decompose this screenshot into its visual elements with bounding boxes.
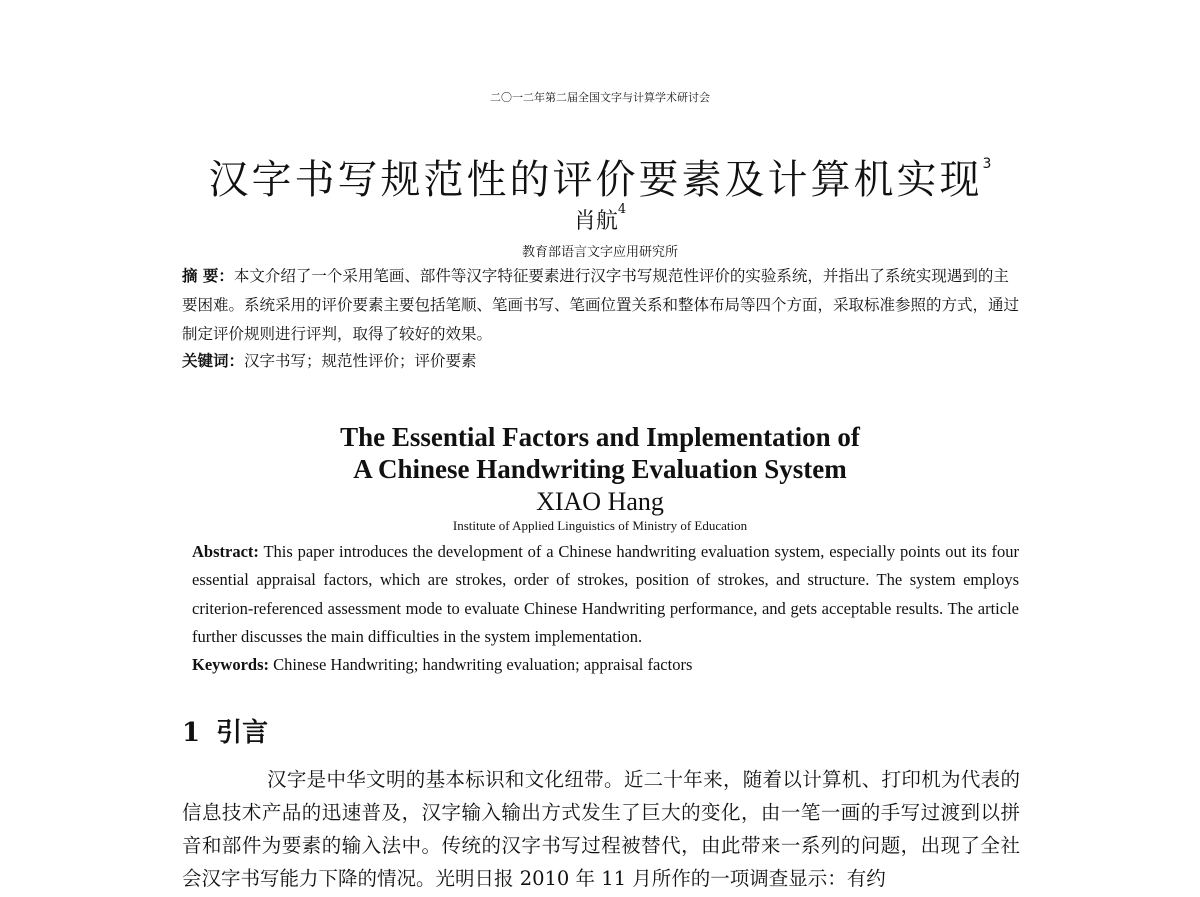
author-footnote-mark: 4 <box>617 202 627 217</box>
english-author: XIAO Hang <box>536 487 664 516</box>
chinese-abstract <box>182 262 1022 349</box>
english-title-line2: A Chinese Handwriting Evaluation System <box>353 454 847 484</box>
chinese-abstract-label: 摘 要： <box>182 267 234 285</box>
chinese-keywords-text: 汉字书写；规范性评价；评价要素 <box>244 352 477 370</box>
chinese-keywords <box>182 347 1022 376</box>
chinese-institution: 教育部语言文字应用研究所 <box>521 245 678 260</box>
chinese-keywords-label: 关键词： <box>182 352 245 370</box>
title-footnote-mark: 3 <box>982 156 992 172</box>
chinese-title <box>0 148 1200 205</box>
english-keywords-text: Chinese Handwriting; handwriting evaluation; appraisal factors <box>273 655 693 674</box>
chinese-abstract-text: 本文介绍了一个采用笔画、部件等汉字特征要素进行汉字书写规范性评价的实验系统，并指出了系统实现遇到的主要困难。系统采用的评价要素主要包括笔顺、笔画书写、笔画位置关系和整体布局等四个方面，采取标准参照的方式，通过制定评价规则进行评判，取得了较好的效果。 <box>182 267 1020 343</box>
chinese-author <box>0 204 1200 235</box>
section-heading <box>182 712 268 749</box>
section-number: 1 <box>182 718 201 748</box>
english-institution: Institute of Applied Linguistics of Ministry of Education <box>452 518 748 533</box>
english-title <box>0 421 1200 485</box>
english-abstract <box>192 538 1019 651</box>
conference-header: 二〇一二年第二届全国文字与计算学术研讨会 <box>490 91 710 104</box>
english-title-line1: The Essential Factors and Implementation of <box>340 422 860 452</box>
chinese-title-text: 汉字书写规范性的评价要素及计算机实现 <box>208 157 983 203</box>
section-paragraph: 汉字是中华文明的基本标识和文化纽带。近二十年来，随着以计算机、打印机为代表的信息技术产品的迅速普及，汉字输入输出方式发生了巨大的变化，由一笔一画的手写过渡到以拼音和部件为要素的输入法中。传统的汉字书写过程被替代，由此带来一系列的问题，出现了全社会汉字书写能力下降的情况。光明日报 2010 年 11 月所作的一项调查显示：有约 <box>182 768 1020 890</box>
english-keywords <box>192 651 1019 679</box>
english-abstract-label: Abstract: <box>192 542 259 561</box>
english-abstract-text: This paper introduces the development of a Chinese handwriting evaluation system, especially points out its four essential appraisal factors, which are strokes, order of strokes, position of strokes, and structure. The system employs criterion-referenced assessment mode to evaluate Chinese Handwriting performance, and gets acceptable results. The article further discusses the main difficulties in the system implementation. <box>192 542 1020 646</box>
english-keywords-label: Keywords: <box>192 655 269 674</box>
section-title: 引言 <box>216 718 269 748</box>
chinese-author-name: 肖航 <box>573 209 618 234</box>
